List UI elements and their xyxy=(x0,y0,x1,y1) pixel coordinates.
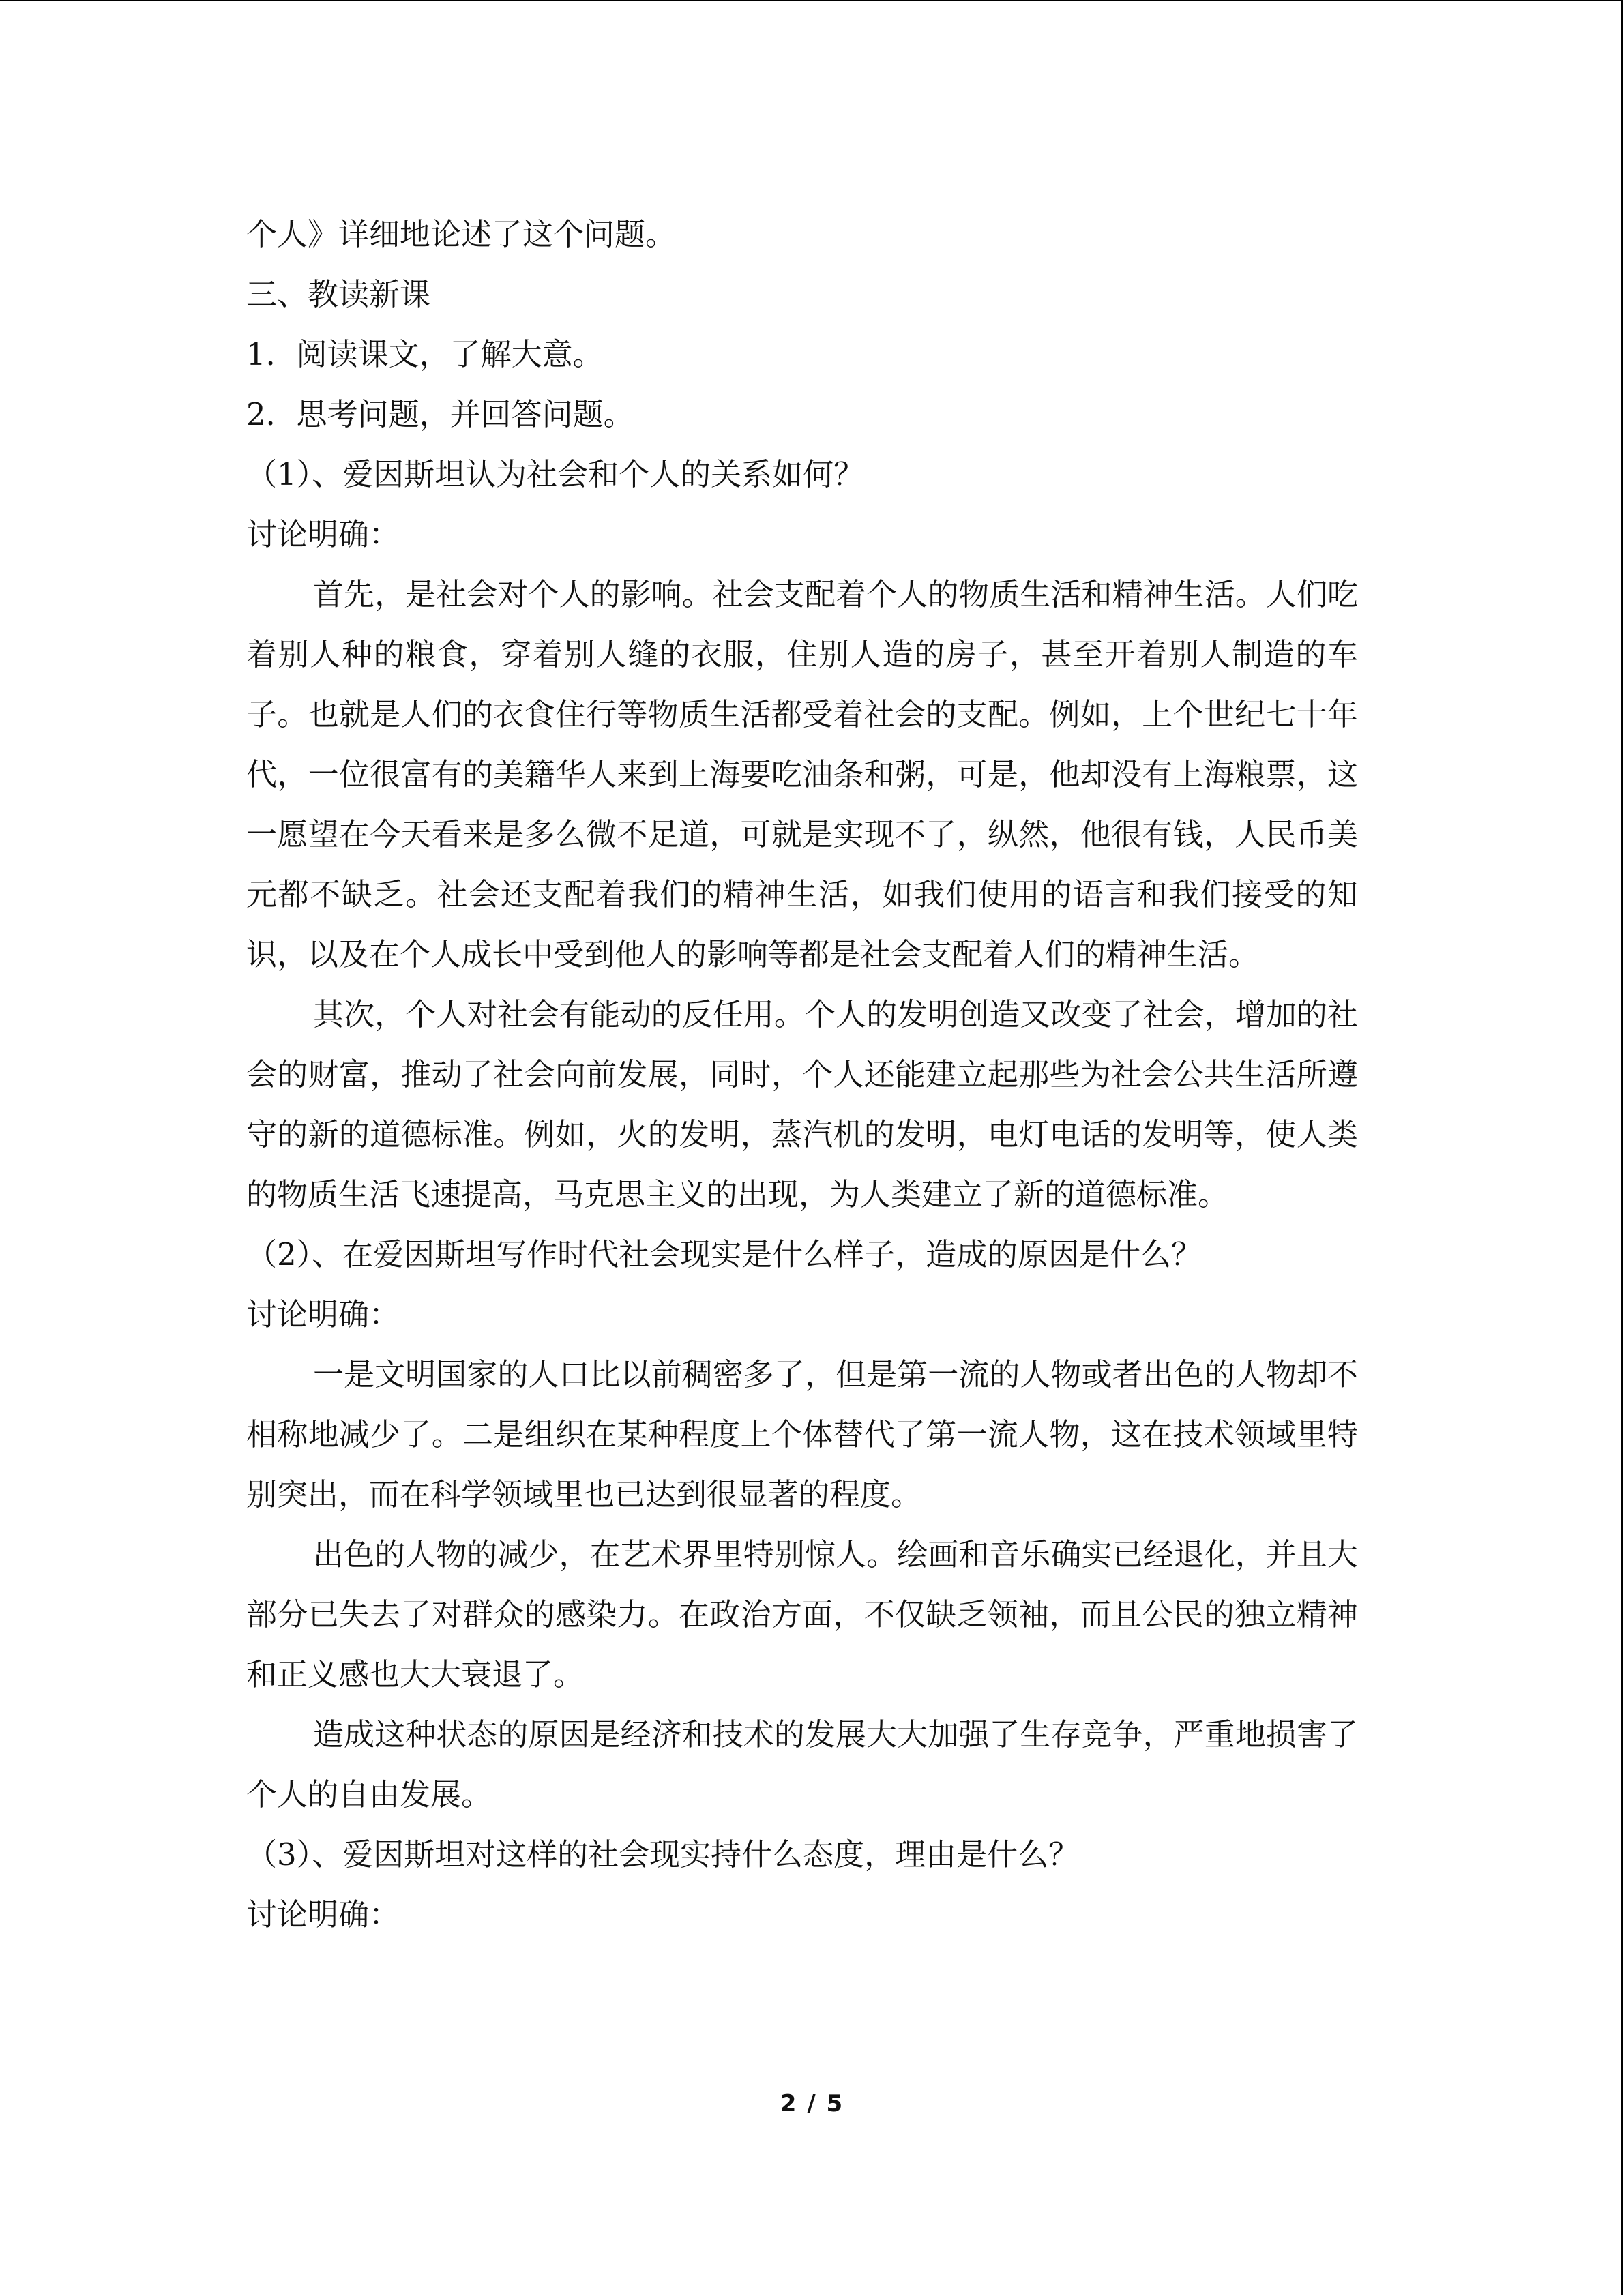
discussion-label: 讨论明确： xyxy=(246,1896,400,1933)
section-heading: 三、教读新课 xyxy=(246,276,431,312)
document-body xyxy=(246,205,1358,1945)
text-line: 个人》详细地论述了这个问题。 xyxy=(246,216,677,252)
paragraph: 其次，个人对社会有能动的反任用。个人的发明创造又改变了社会，增加的社会的财富，推动了社会向前发展，同时，个人还能建立起那些为社会公共生活所遵守的新的道德标准。例如，火的发明，蒸汽机的发明，电灯电话的发明等，使人类的物质生活飞速提高，马克思主义的出现，为人类建立了新的道德标准。 xyxy=(246,996,1358,1212)
discussion-label: 讨论明确： xyxy=(246,1296,400,1332)
list-item: 2．思考问题，并回答问题。 xyxy=(246,396,634,432)
paragraph: 一是文明国家的人口比以前稠密多了，但是第一流的人物或者出色的人物却不相称地减少了。二是组织在某种程度上个体替代了第一流人物，这在技术领域里特别突出，而在科学领域里也已达到很显著的程度。 xyxy=(246,1356,1358,1512)
paragraph: 首先，是社会对个人的影响。社会支配着个人的物质生活和精神生活。人们吃着别人种的粮食，穿着别人缝的衣服，住别人造的房子，甚至开着别人制造的车子。也就是人们的衣食住行等物质生活都受着社会的支配。例如，上个世纪七十年代，一位很富有的美籍华人来到上海要吃油条和粥，可是，他却没有上海粮票，这一愿望在今天看来是多么微不足道，可就是实现不了，纵然，他很有钱，人民币美元都不缺乏。社会还支配着我们的精神生活，如我们使用的语言和我们接受的知识，以及在个人成长中受到他人的影响等都是社会支配着人们的精神生活。 xyxy=(246,576,1358,972)
question-heading: （3）、爱因斯坦对这样的社会现实持什么态度，理由是什么？ xyxy=(246,1836,1080,1873)
list-item: 1．阅读课文，了解大意。 xyxy=(246,336,604,372)
page-number: 2 / 5 xyxy=(780,2090,844,2117)
paragraph: 出色的人物的减少，在艺术界里特别惊人。绘画和音乐确实已经退化，并且大部分已失去了对群众的感染力。在政治方面，不仅缺乏领袖，而且公民的独立精神和正义感也大大衰退了。 xyxy=(246,1536,1358,1693)
question-heading: （2）、在爱因斯坦写作时代社会现实是什么样子，造成的原因是什么？ xyxy=(246,1236,1202,1272)
paragraph: 造成这种状态的原因是经济和技术的发展大大加强了生存竞争，严重地损害了个人的自由发展。 xyxy=(246,1716,1358,1813)
question-heading: （1）、爱因斯坦认为社会和个人的关系如何？ xyxy=(246,456,865,492)
discussion-label: 讨论明确： xyxy=(246,516,400,552)
